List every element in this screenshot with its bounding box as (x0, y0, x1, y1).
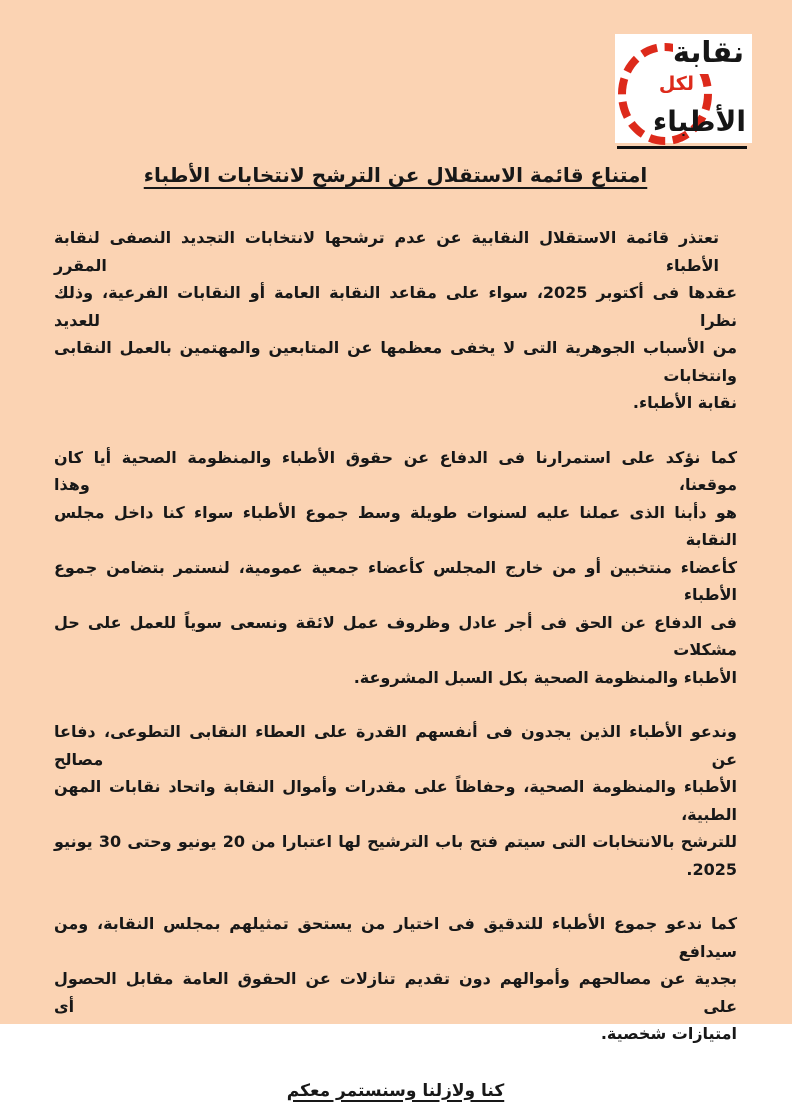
text-line: كما نؤكد على استمرارنا فى الدفاع عن حقوق الأطباء والمنظومة الصحية أيا كان موقعنا، وهذا (54, 447, 737, 494)
text-line: امتيازات شخصية. (600, 1024, 737, 1043)
text-line-year: 2025. (686, 859, 737, 879)
text-line: للترشح بالانتخابات التى سيتم فتح باب الترشيح لها اعتبارا من 20 يونيو وحتى 30 يونيو (54, 832, 738, 851)
text-line: بجدية عن مصالحهم وأموالهم دون تقديم تنازلات عن الحقوق العامة مقابل الحصول على أى (54, 969, 737, 1016)
text-line: الأطباء والمنظومة الصحية، وحفاظاً على مقدرات وأموال النقابة واتحاد نقابات المهن الطبية، (54, 777, 737, 824)
logo-word-middle: لكل (658, 73, 694, 95)
text-line: كما ندعو جموع الأطباء للتدقيق فى اختيار من يستحق تمثيلهم بمجلس النقابة، ومن سيدافع (54, 914, 737, 961)
paragraph-4 (54, 910, 737, 1048)
text-line: هو دأبنا الذى عملنا عليه لسنوات طويلة وسط جموع الأطباء سواء كنا داخل مجلس النقابة (54, 502, 737, 549)
statement-title: امتناع قائمة الاستقلال عن الترشح لانتخابات الأطباء (143, 163, 648, 187)
text-line: كأعضاء منتخبين أو من خارج المجلس كأعضاء جمعية عمومية، لنستمر بتضامن جموع الأطباء (54, 557, 737, 604)
text-line: تعتذر قائمة الاستقلال النقابية عن عدم ترشحها لانتخابات التجديد النصفى لنقابة الأطباء المقرر (54, 228, 719, 275)
logo-word-top: نقابة (672, 35, 744, 69)
paragraph-1 (54, 224, 737, 417)
paragraph-3 (54, 718, 737, 883)
text-line: عقدها فى أكتوبر 2025، سواء على مقاعد النقابة العامة أو النقابات الفرعية، وذلك نظرا للعديد (54, 283, 738, 330)
text-line: نقابة الأطباء. (632, 393, 737, 412)
text-line: وندعو الأطباء الذين يجدون فى أنفسهم القدرة على العطاء النقابى التطوعى، دفاعا عن مصالح (54, 722, 737, 769)
text-line: فى الدفاع عن الحق فى أجر عادل وظروف عمل لائقة ونسعى سوياً للعمل على حل مشكلات (54, 612, 737, 659)
text-line: الأطباء والمنظومة الصحية بكل السبل المشروعة. (353, 667, 737, 687)
statement-body (54, 0, 737, 1105)
text-line: من الأسباب الجوهرية التى لا يخفى معظمها عن المتابعين والمهتمين بالعمل النقابى وانتخابات (54, 338, 737, 385)
logo-word-bottom: الأطباء (652, 105, 746, 138)
paragraph-2 (54, 444, 737, 692)
closing-line: كنا ولازلنا وسنستمر معكم (286, 1080, 505, 1101)
